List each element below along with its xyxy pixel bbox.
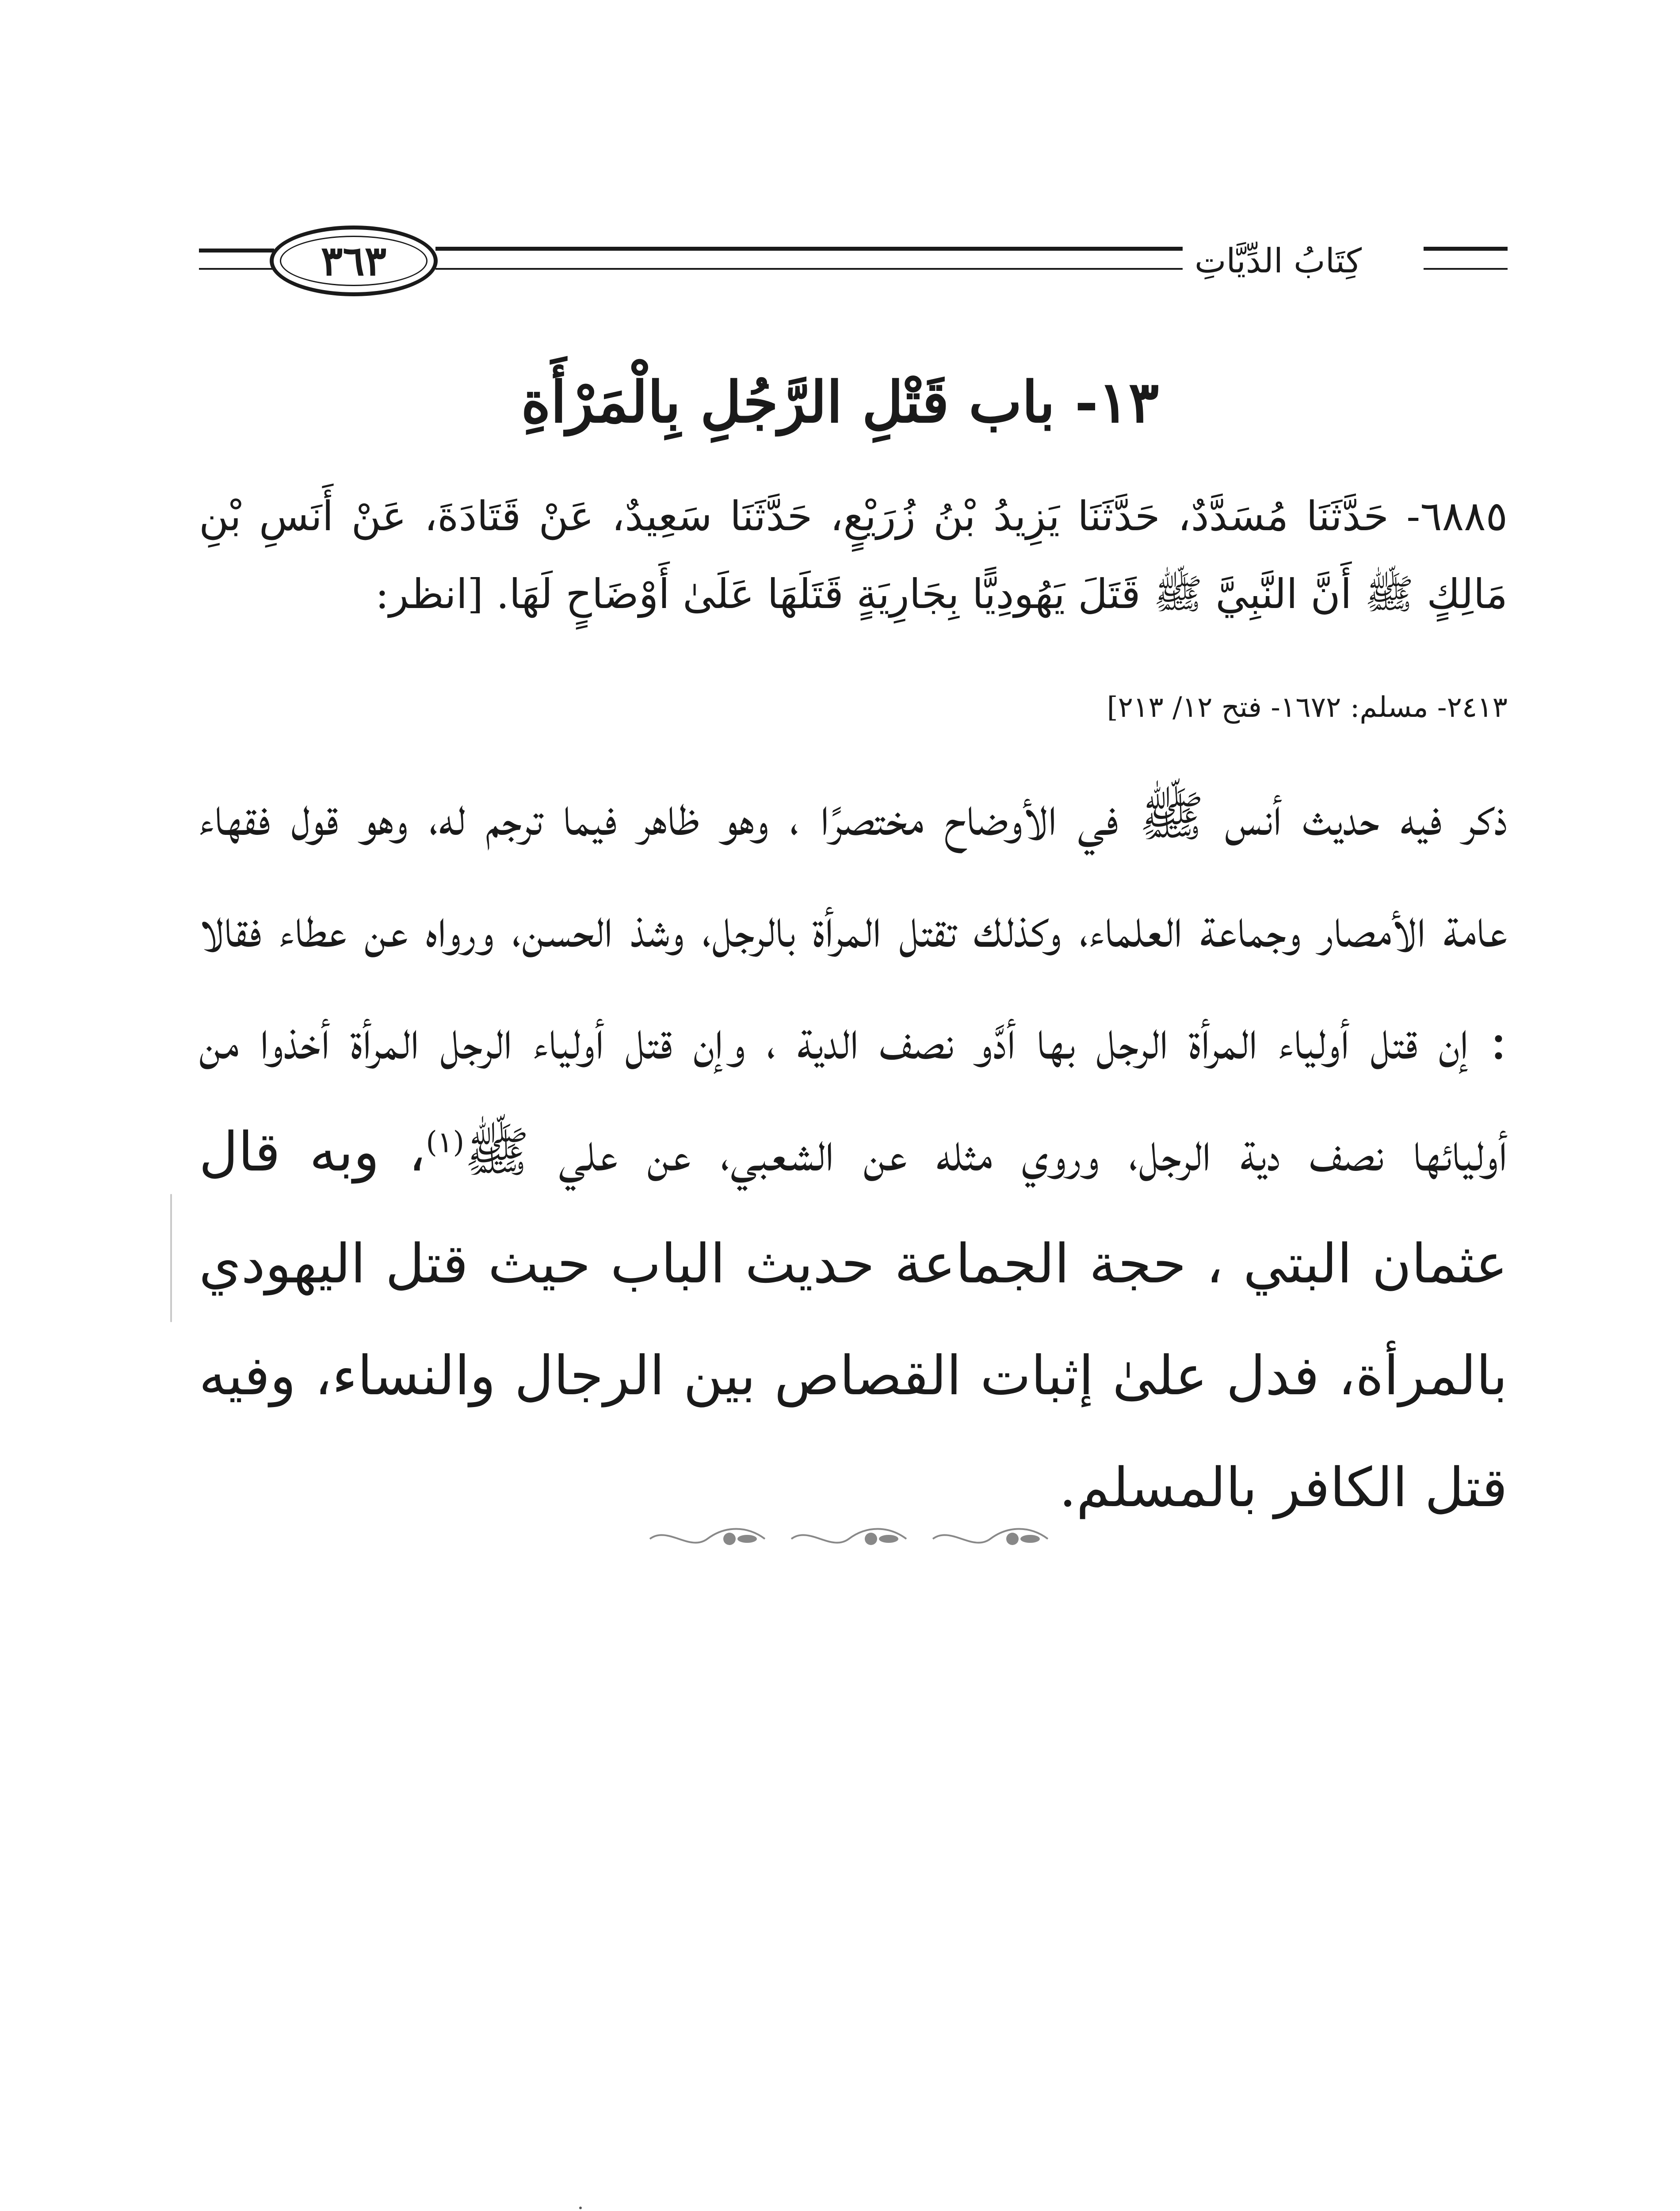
page-header	[199, 226, 1508, 296]
commentary-text-part1: ذكر فيه حديث أنس ﷺ في الأوضاح مختصرًا ، وهو ظاهر فيما ترجم له، وهو قول فقهاء عامة الأمصار وجماعة العلماء، وكذلك تقتل المرأة بالرجل، وشذ الحسن، ورواه عن عطاء فقالا : إن قتل أولياء المرأة الرجل بها أدَّو نصف الدية ، وإن قتل أولياء الرجل المرأة أخذوا من أوليائها نصف دية الرجل، وروي مثله عن الشعبي، عن علي ﷺ	[199, 785, 1508, 1183]
hadith-text: ٦٨٨٥- حَدَّثَنَا مُسَدَّدٌ، حَدَّثَنَا يَزِيدُ بْنُ زُرَيْعٍ، حَدَّثَنَا سَعِيدٌ، عَنْ قَتَادَةَ، عَنْ أَنَسِ بْنِ مَالِكٍ ﷺ أَنَّ النَّبِيَّ ﷺ قَتَلَ يَهُودِيًّا بِجَارِيَةٍ قَتَلَهَا عَلَىٰ أَوْضَاحٍ لَهَا. [انظر:	[199, 493, 1508, 618]
header-rule-left-outer	[199, 249, 274, 252]
scan-artifact-mark	[170, 1194, 172, 1322]
header-rule-right-thin	[1424, 268, 1508, 270]
page-number: ٣٦٣	[321, 237, 387, 285]
footnote-marker[interactable]: (١)	[426, 1125, 465, 1159]
header-rule-main-thin	[435, 268, 1183, 270]
commentary-paragraph	[199, 761, 1508, 1544]
book-title: كِتَابُ الدِّيَّاتِ	[1195, 241, 1362, 280]
hadith-reference: ٢٤١٣- مسلم: ١٦٧٢- فتح ١٢/ ٢١٣]	[1107, 691, 1508, 724]
header-rule-main-thick	[435, 247, 1183, 251]
ornament-divider	[641, 1521, 1065, 1557]
header-rule-right-thick	[1424, 247, 1508, 251]
chapter-heading: ١٣- باب قَتْلِ الرَّجُلِ بِالْمَرْأَةِ	[521, 369, 1159, 436]
header-rule-left-inner	[199, 268, 274, 270]
scan-artifact-dot	[579, 2207, 582, 2209]
page-number-oval	[270, 226, 438, 296]
commentary-text-part2: ، وبه قال عثمان البتي ، حجة الجماعة حديث الباب حيث قتل اليهودي بالمرأة، فدل علىٰ إثبات القصاص بين الرجال والنساء، وفيه قتل الكافر بالمسلم.	[199, 1121, 1508, 1519]
